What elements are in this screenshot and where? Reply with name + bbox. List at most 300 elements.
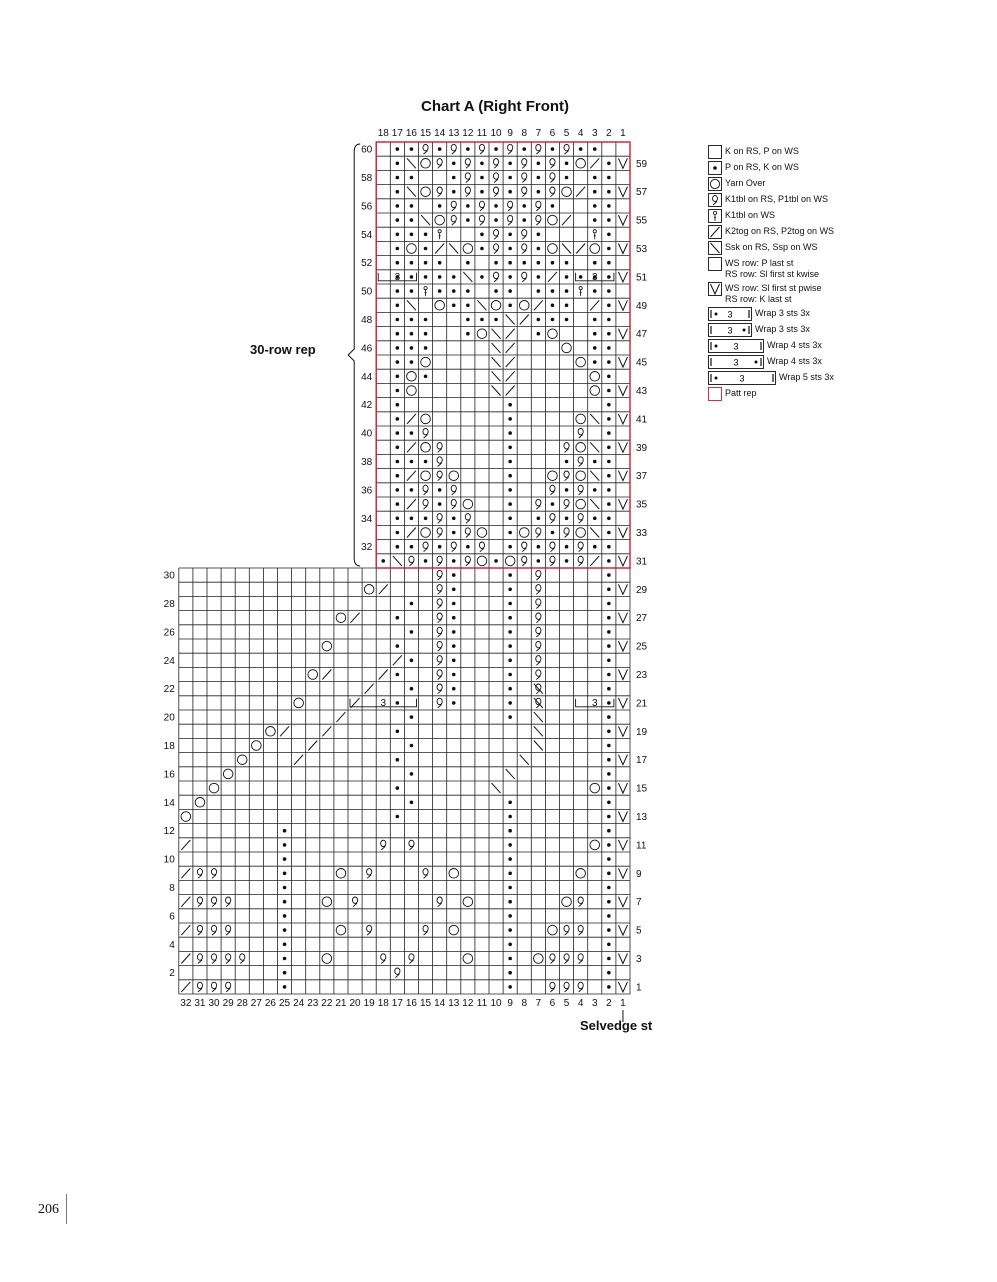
- left-row-label: 58: [361, 173, 373, 184]
- stitch-O: [548, 215, 558, 225]
- stitch-.: [396, 162, 400, 166]
- stitch-.: [508, 474, 512, 478]
- k2tog-line: [407, 528, 416, 538]
- stitch-.: [508, 900, 512, 904]
- left-row-label: 52: [361, 258, 373, 270]
- purl-dot: [508, 659, 512, 663]
- stitch-.: [410, 346, 414, 350]
- stitch-V: [618, 982, 627, 992]
- stitch-Q: [578, 954, 583, 964]
- stitch-O: [477, 528, 487, 538]
- stitch-.: [480, 275, 484, 279]
- stitch-.: [607, 176, 611, 180]
- tbl-loop: [465, 159, 470, 165]
- right-row-label: 33: [636, 528, 648, 539]
- purl-dot: [508, 943, 512, 947]
- wrap3b-icon: [708, 323, 752, 337]
- purl-dot: [452, 588, 456, 592]
- stitch-.: [508, 261, 512, 265]
- stitch-O: [421, 414, 431, 424]
- stitch-Q: [437, 627, 442, 637]
- purl-dot: [508, 289, 512, 293]
- left-row-label: 46: [361, 343, 373, 355]
- k2tog-line: [534, 300, 543, 310]
- k2tog-line: [181, 840, 190, 850]
- slip-v: [618, 158, 627, 168]
- yarn-over-circle: [463, 244, 473, 254]
- stitch-\: [477, 300, 486, 310]
- stitch-.: [466, 147, 470, 151]
- purl-dot: [283, 857, 287, 861]
- left-row-label: 30: [163, 570, 175, 582]
- stitch-/: [181, 954, 190, 964]
- stitch-.: [452, 531, 456, 535]
- stitch-Q: [437, 656, 442, 666]
- stitch-.: [607, 644, 611, 648]
- purl-dot: [607, 971, 611, 975]
- stitch-Q: [536, 613, 541, 623]
- stitch-/: [407, 442, 416, 452]
- right-row-label: 17: [636, 755, 648, 767]
- tbl-loop: [437, 443, 442, 449]
- k2tog-line: [393, 655, 402, 665]
- purl-dot: [438, 275, 442, 279]
- purl-dot: [607, 815, 611, 819]
- stitch-.: [607, 559, 611, 563]
- purl-dot: [396, 474, 400, 478]
- stitch-/: [181, 982, 190, 992]
- stitch-.: [593, 176, 597, 180]
- stitch-V: [618, 499, 627, 509]
- tbl-loop: [536, 201, 541, 207]
- stitch-O: [562, 897, 572, 907]
- stitch-O: [590, 783, 600, 793]
- yarn-over-circle: [421, 471, 431, 481]
- tbl-loop: [437, 556, 442, 562]
- tbl-loop: [564, 528, 569, 534]
- stitch-.: [438, 545, 442, 549]
- stitch-O: [548, 471, 558, 481]
- stitch-O: [491, 301, 501, 311]
- stitch-Q: [564, 499, 569, 509]
- purl-dot: [410, 261, 414, 265]
- purl-dot: [607, 786, 611, 790]
- stitch-.: [607, 275, 611, 279]
- stitch-Q: [437, 443, 442, 453]
- stitch-.: [494, 318, 498, 322]
- stitch-.: [424, 261, 428, 265]
- purl-dot: [579, 275, 583, 279]
- purl-dot: [537, 275, 541, 279]
- stitch-.: [480, 162, 484, 166]
- slip-v: [618, 187, 627, 197]
- stitch-Q: [536, 585, 541, 595]
- tbl-loop: [508, 201, 513, 207]
- stitch-Q: [226, 925, 231, 935]
- purl-dot: [607, 914, 611, 918]
- stitch-.: [508, 460, 512, 464]
- slip-v: [618, 613, 627, 623]
- bottom-column-label: 2: [606, 998, 612, 1009]
- tbl-loop: [578, 897, 583, 903]
- stitch-.: [410, 744, 414, 748]
- stitch-.: [452, 517, 456, 521]
- stitch-.: [396, 375, 400, 379]
- yarn-over-circle: [421, 414, 431, 424]
- purl-dot: [396, 190, 400, 194]
- tbl-loop: [578, 514, 583, 520]
- purl-dot: [607, 616, 611, 620]
- tbl-loop: [423, 542, 428, 548]
- purl-dot: [480, 318, 484, 322]
- k2tog-line: [379, 670, 388, 680]
- slip-v: [618, 300, 627, 310]
- tbl-loop: [522, 556, 527, 562]
- tbl-loop: [409, 556, 414, 562]
- tbl-loop: [536, 585, 541, 591]
- k2tog-line: [590, 556, 599, 566]
- purl-dot: [607, 687, 611, 691]
- yarn-over-circle: [590, 244, 600, 254]
- purl-dot: [607, 900, 611, 904]
- stitch-.: [424, 460, 428, 464]
- top-column-label: 2: [606, 128, 612, 139]
- stitch-Q: [550, 982, 555, 992]
- stitch-.: [508, 517, 512, 521]
- tbl-loop: [578, 954, 583, 960]
- purl-dot: [607, 715, 611, 719]
- stitch-\: [492, 386, 501, 396]
- purl-dot: [410, 517, 414, 521]
- stitch-/: [590, 300, 599, 310]
- purl-dot: [537, 261, 541, 265]
- tbl-loop: [409, 954, 414, 960]
- stitch-.: [607, 375, 611, 379]
- stitch-.: [607, 758, 611, 762]
- stitch-\: [534, 741, 543, 751]
- bottom-column-label: 30: [208, 998, 220, 1009]
- stitch-O: [519, 528, 529, 538]
- bottom-column-label: 14: [434, 998, 446, 1009]
- slip-v: [618, 215, 627, 225]
- purl-dot: [593, 360, 597, 364]
- purl-dot: [438, 289, 442, 293]
- stitch-.: [607, 517, 611, 521]
- tbl-loop: [536, 627, 541, 633]
- tbl-loop: [578, 457, 583, 463]
- stitch-\: [520, 755, 529, 765]
- tbl-loop: [437, 570, 442, 576]
- stitch-/: [280, 726, 289, 736]
- stitch-Q: [409, 840, 414, 850]
- ssk-line: [477, 300, 486, 310]
- tbl-loop: [197, 897, 202, 903]
- yarn-over-circle: [266, 727, 276, 737]
- rep-icon: [708, 387, 722, 401]
- stitch-.: [438, 261, 442, 265]
- yarn-over-circle: [576, 159, 586, 169]
- top-column-label: 7: [535, 128, 542, 139]
- purl-dot: [508, 502, 512, 506]
- bottom-column-label: 16: [405, 998, 418, 1009]
- stitch-.: [410, 517, 414, 521]
- purl-dot: [410, 147, 414, 151]
- stitch-.: [607, 872, 611, 876]
- tbl-loop: [451, 215, 456, 221]
- stitch-O: [421, 159, 431, 169]
- left-row-label: 32: [361, 542, 373, 554]
- right-row-label: 39: [636, 442, 648, 454]
- stitch-.: [396, 517, 400, 521]
- right-row-label: 11: [636, 840, 647, 852]
- purl-dot: [593, 204, 597, 208]
- stitch-.: [607, 261, 611, 265]
- top-column-label: 11: [476, 128, 488, 139]
- yarn-over-circle: [435, 301, 445, 311]
- stitch-Q: [437, 684, 442, 694]
- svg-text:3: 3: [727, 325, 733, 336]
- tbl-loop: [536, 215, 541, 221]
- stitch-\: [407, 158, 416, 168]
- stitch-Q: [423, 542, 428, 552]
- stitch-/: [407, 471, 416, 481]
- stitch-O: [322, 897, 332, 907]
- stitch-.: [438, 204, 442, 208]
- legend-label: K1tbl on RS, P1tbl on WS: [725, 194, 829, 204]
- stitch-\: [492, 343, 501, 353]
- stitch-.: [607, 588, 611, 592]
- tbl-loop: [367, 925, 372, 931]
- right-row-label: 21: [636, 698, 648, 710]
- bottom-column-label: 19: [363, 998, 375, 1009]
- legend-label: WS row: Sl first st pwise: [725, 283, 822, 293]
- purl-dot: [396, 289, 400, 293]
- yarn-over-circle: [505, 556, 515, 566]
- right-row-label: 49: [636, 300, 648, 312]
- stitch-.: [396, 417, 400, 421]
- stitch-.: [396, 389, 400, 393]
- slip-v: [618, 641, 627, 651]
- slip-v: [618, 698, 627, 708]
- purl-dot: [480, 176, 484, 180]
- yarn-over-circle: [576, 528, 586, 538]
- stitch-.: [508, 715, 512, 719]
- bottom-column-label: 6: [549, 998, 556, 1009]
- tbl-loop: [536, 144, 541, 150]
- legend-item: [708, 161, 968, 175]
- stitch-.: [396, 460, 400, 464]
- stitch-.: [607, 928, 611, 932]
- purl-dot: [607, 602, 611, 606]
- left-row-label: 44: [361, 371, 373, 383]
- stitch-.: [452, 701, 456, 705]
- stitch-.: [410, 289, 414, 293]
- tbl-loop: [451, 485, 456, 491]
- stitch-.: [522, 261, 526, 265]
- stitch-Q: [536, 570, 541, 580]
- stitch-Q: [437, 159, 442, 169]
- bottom-column-label: 9: [507, 998, 513, 1009]
- tbl-loop: [550, 159, 555, 165]
- yarn-over-circle: [562, 343, 572, 353]
- purl-dot: [480, 190, 484, 194]
- stitch-O: [576, 869, 586, 879]
- yarn-over-circle: [590, 783, 600, 793]
- stitch-.: [607, 715, 611, 719]
- purl-dot: [565, 559, 569, 563]
- purl-dot: [396, 460, 400, 464]
- purl-dot: [551, 304, 555, 308]
- purl-dot: [593, 488, 597, 492]
- purl-dot: [551, 261, 555, 265]
- stitch-.: [424, 233, 428, 237]
- stitch-.: [438, 488, 442, 492]
- stitch-Q: [437, 698, 442, 708]
- purl-dot: [283, 928, 287, 932]
- purl-dot: [607, 375, 611, 379]
- stitch-.: [537, 332, 541, 336]
- purl-dot: [607, 772, 611, 776]
- tbl-loop: [437, 528, 442, 534]
- k2tog-line: [407, 499, 416, 509]
- purl-dot: [551, 204, 555, 208]
- stitch-.: [480, 190, 484, 194]
- purl-dot: [438, 488, 442, 492]
- stitch-/: [590, 158, 599, 168]
- stitch-Q: [465, 159, 470, 169]
- yarn-over-circle: [322, 641, 332, 651]
- tbl-loop: [465, 173, 470, 179]
- stitch-.: [452, 616, 456, 620]
- stitch-.: [508, 971, 512, 975]
- legend-text: [755, 323, 810, 335]
- stitch-.: [607, 545, 611, 549]
- stitch-.: [466, 218, 470, 222]
- stitch-V: [618, 187, 627, 197]
- legend-label: P on RS, K on WS: [725, 162, 799, 172]
- stitch-Q: [536, 670, 541, 680]
- stitch-.: [508, 886, 512, 890]
- stitch-.: [593, 147, 597, 151]
- stitch-.: [537, 318, 541, 322]
- stitch-.: [607, 630, 611, 634]
- stitch-.: [551, 502, 555, 506]
- stitch-/: [506, 329, 515, 339]
- stitch-O: [435, 301, 445, 311]
- left-row-label: 36: [361, 485, 373, 497]
- purl-dot: [396, 147, 400, 151]
- stitch-O: [407, 372, 417, 382]
- k2tog-line: [336, 712, 345, 722]
- purl-dot: [537, 233, 541, 237]
- stitch-.: [396, 446, 400, 450]
- stitch-.: [410, 460, 414, 464]
- stitch-/: [336, 712, 345, 722]
- yarn-over-circle: [449, 869, 459, 879]
- tbl-loop: [536, 670, 541, 676]
- purl-dot: [508, 843, 512, 847]
- stitch-.: [396, 502, 400, 506]
- ssk-line: [407, 158, 416, 168]
- k2tog-line: [407, 442, 416, 452]
- purl-dot: [410, 431, 414, 435]
- stitch-Q: [493, 187, 498, 197]
- left-row-label: 28: [163, 599, 175, 610]
- stitch-/: [181, 840, 190, 850]
- tbl-loop: [550, 173, 555, 179]
- legend-item: [708, 177, 968, 191]
- purl-dot: [508, 630, 512, 634]
- stitch-Q: [578, 428, 583, 438]
- stitch-Q: [493, 173, 498, 183]
- stitch-.: [508, 659, 512, 663]
- yarn-over-circle: [548, 244, 558, 254]
- stitch-O: [590, 244, 600, 254]
- stitch-.: [396, 815, 400, 819]
- tbl-loop: [493, 159, 498, 165]
- purl-dot: [452, 531, 456, 535]
- purl-dot: [466, 204, 470, 208]
- tbl-loop: [451, 499, 456, 505]
- stitch-/: [181, 925, 190, 935]
- stitch-V: [618, 244, 627, 254]
- stitch-/: [506, 343, 515, 353]
- tbl-loop: [550, 187, 555, 193]
- left-row-label: 60: [361, 144, 373, 156]
- purl-dot: [452, 644, 456, 648]
- stitch-Q: [437, 471, 442, 481]
- yarn-over-circle: [181, 812, 191, 822]
- purl-dot: [607, 957, 611, 961]
- purl-dot: [396, 204, 400, 208]
- purl-dot: [410, 346, 414, 350]
- k2tog-line: [181, 954, 190, 964]
- stitch-.: [396, 147, 400, 151]
- yarn-over-circle: [477, 329, 487, 339]
- stitch-.: [410, 332, 414, 336]
- purl-dot: [508, 488, 512, 492]
- stitch-q: [438, 230, 441, 240]
- stitch-Q: [493, 159, 498, 169]
- stitch-Q: [226, 954, 231, 964]
- blank-icon: [708, 145, 722, 159]
- legend-label: Wrap 4 sts 3x: [767, 340, 822, 350]
- stitch-Q: [211, 925, 216, 935]
- purl-dot: [410, 275, 414, 279]
- stitch-.: [607, 772, 611, 776]
- tbl-loop: [437, 613, 442, 619]
- stitch-.: [565, 261, 569, 265]
- bottom-column-label: 3: [591, 998, 598, 1009]
- purl-dot: [396, 758, 400, 762]
- left-row-label: 26: [163, 627, 175, 639]
- tbl-loop: [536, 641, 541, 647]
- purl-dot: [565, 176, 569, 180]
- stitch-Q: [550, 187, 555, 197]
- tbl-loop: [564, 982, 569, 988]
- purl-dot: [283, 843, 287, 847]
- purl-dot: [424, 332, 428, 336]
- purl-dot: [607, 218, 611, 222]
- purl-dot: [410, 602, 414, 606]
- k2tog-line: [435, 244, 444, 254]
- stitch-.: [396, 218, 400, 222]
- stitch-.: [607, 687, 611, 691]
- stitch-.: [508, 289, 512, 293]
- purl-dot: [410, 289, 414, 293]
- tbl-icon: [708, 193, 722, 207]
- stitch-\: [590, 471, 599, 481]
